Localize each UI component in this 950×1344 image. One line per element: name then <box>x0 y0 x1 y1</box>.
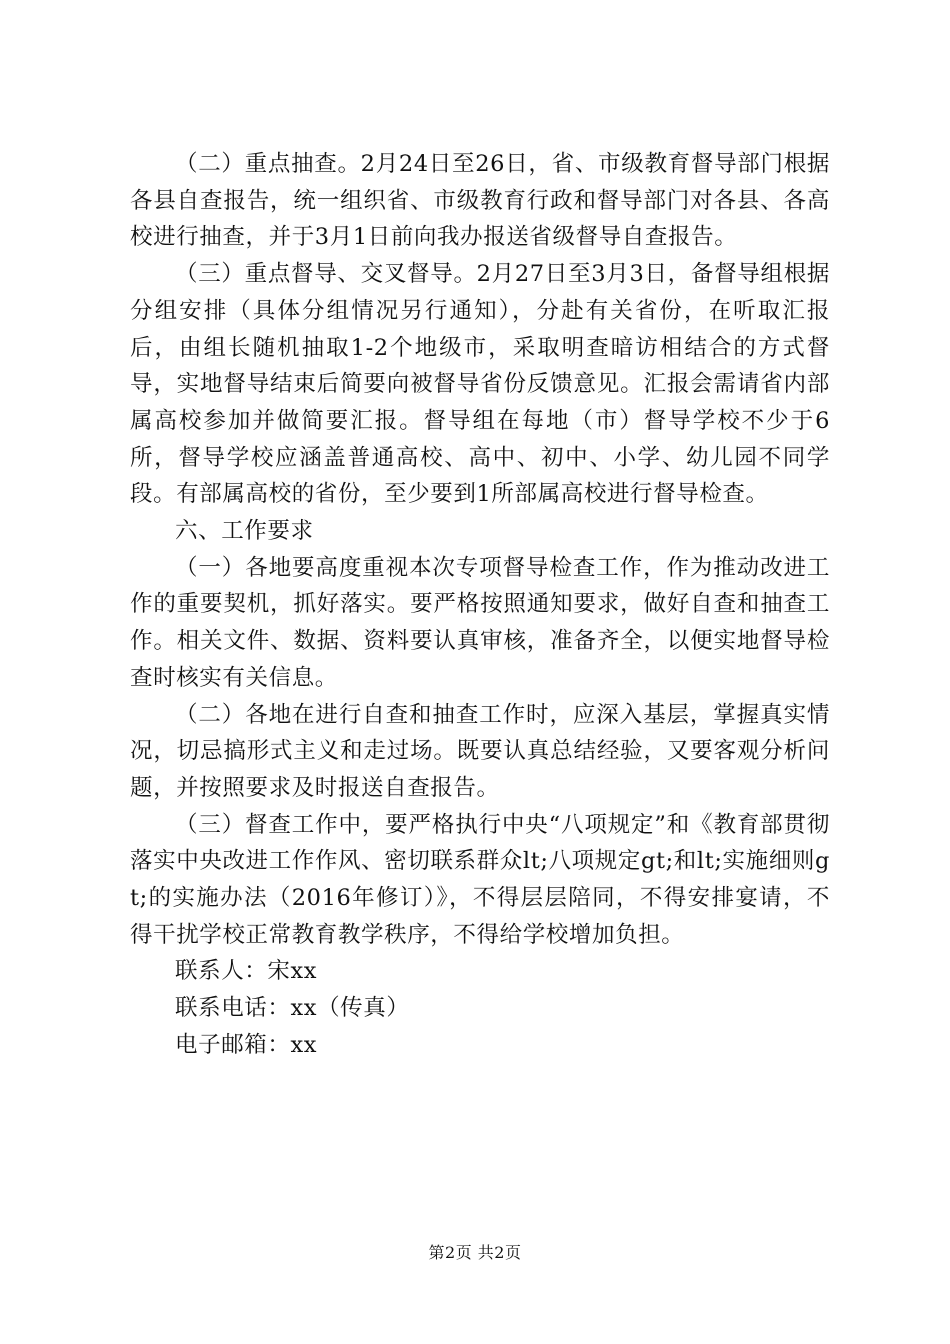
paragraph-requirement-two: （二）各地在进行自查和抽查工作时，应深入基层，掌握真实情况，切忌搞形式主义和走过场。既要认真总结经验，又要客观分析问题，并按照要求及时报送自查报告。 <box>130 701 830 801</box>
contact-email: 电子邮箱：xx <box>175 1031 318 1058</box>
contact-person: 联系人：宋xx <box>175 958 318 985</box>
paragraph-requirement-three: （三）督查工作中，要严格执行中央“八项规定”和《教育部贯彻落实中央改进工作作风、密切联系群众lt;八项规定gt;和lt;实施细则gt;的实施办法（2016年修订）》，不得层层陪同，不得安排宴请，不得干扰学校正常教育教学秩序，不得给学校增加负担。 <box>130 811 830 948</box>
paragraph-requirement-one: （一）各地要高度重视本次专项督导检查工作，作为推动改进工作的重要契机，抓好落实。要严格按照通知要求，做好自查和抽查工作。相关文件、数据、资料要认真审核，准备齐全，以便实地督导检查时核实有关信息。 <box>130 554 830 691</box>
document-body <box>130 146 830 1064</box>
section-heading-work-requirements: 六、工作要求 <box>175 518 314 545</box>
paragraph-cross-inspection: （三）重点督导、交叉督导。2月27日至3月3日，备督导组根据分组安排（具体分组情况另行通知），分赴有关省份，在听取汇报后，由组长随机抽取1-2个地级市，采取明查暗访相结合的方式督导，实地督导结束后简要向被督导省份反馈意见。汇报会需请省内部属高校参加并做简要汇报。督导组在每地（市）督导学校不少于6所，督导学校应涵盖普通高校、高中、初中、小学、幼儿园不同学段。有部属高校的省份，至少要到1所部属高校进行督导检查。 <box>130 261 830 508</box>
page-footer: 第2页 共2页 <box>428 1243 522 1262</box>
paragraph-key-inspection: （二）重点抽查。2月24日至26日，省、市级教育督导部门根据各县自查报告，统一组织省、市级教育行政和督导部门对各县、各高校进行抽查，并于3月1日前向我办报送省级督导自查报告。 <box>130 151 830 251</box>
contact-phone: 联系电话：xx（传真） <box>175 995 410 1022</box>
